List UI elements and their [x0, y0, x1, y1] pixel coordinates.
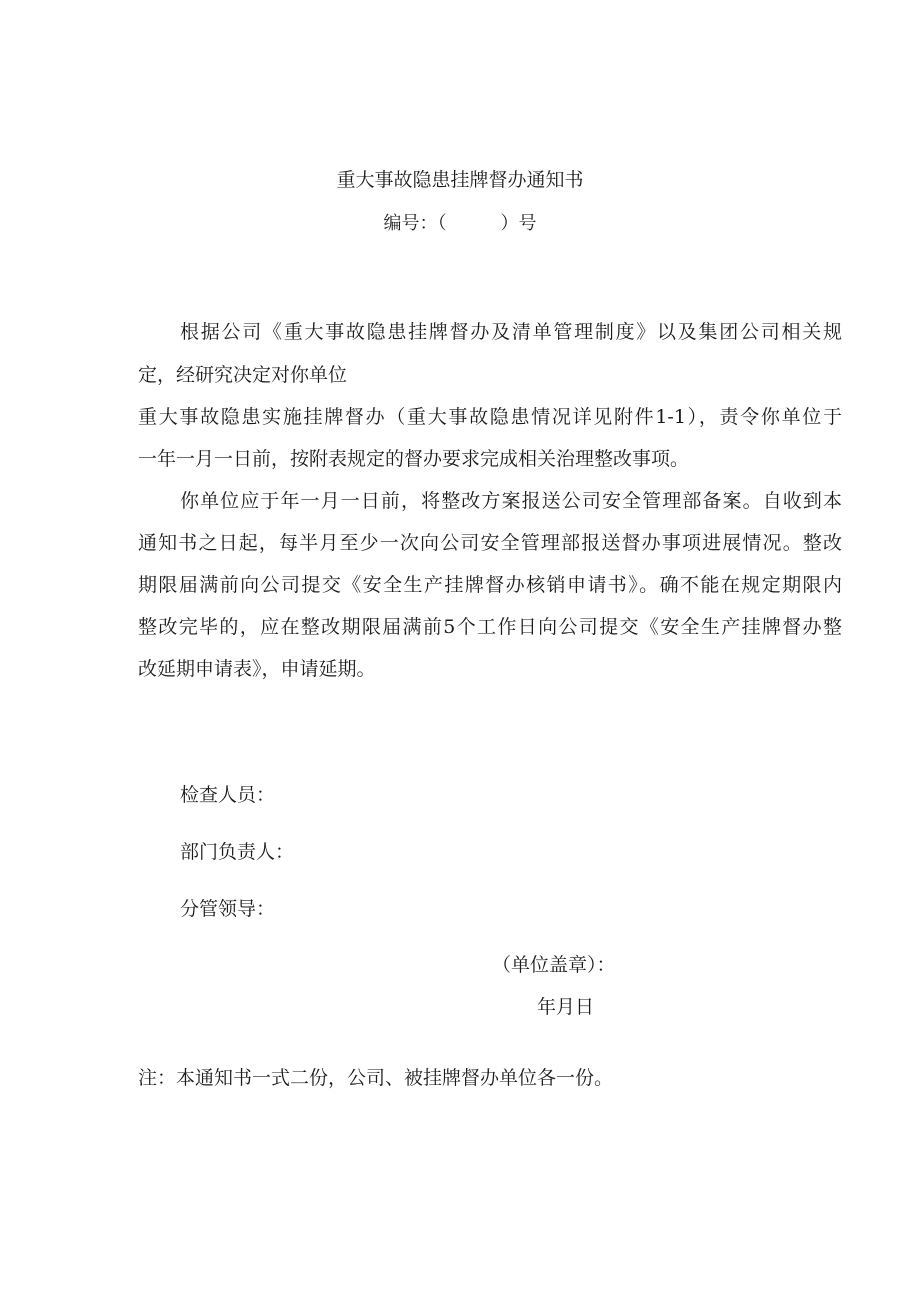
- paragraph2-line2: 通知书之日起，每半月至少一次向公司安全管理部报送督办事项进展情况。整改: [138, 532, 842, 554]
- paragraph1-line2: 定，经研究决定对你单位: [138, 364, 348, 386]
- date-line: 年月日: [537, 996, 595, 1018]
- leader-label: 分管领导：: [180, 898, 276, 920]
- document-title: 重大事故隐患挂牌督办通知书: [336, 169, 584, 191]
- paragraph1-line1: 根据公司《重大事故隐患挂牌督办及清单管理制度》以及集团公司相关规: [180, 321, 842, 343]
- dept-head-label: 部门负责人：: [180, 841, 295, 863]
- paragraph2-line1: 你单位应于年一月一日前，将整改方案报送公司安全管理部备案。自收到本: [180, 490, 842, 512]
- inspector-label: 检查人员：: [180, 784, 276, 806]
- footnote: 注：本通知书一式二份，公司、被挂牌督办单位各一份。: [138, 1067, 614, 1089]
- paragraph1-line4: 一年一月一日前，按附表规定的督办要求完成相关治理整改事项。: [138, 448, 690, 470]
- document-number: 编号：（ ）号: [383, 213, 537, 234]
- unit-seal: （单位盖章）：: [492, 954, 616, 976]
- paragraph2-line3: 期限届满前向公司提交《安全生产挂牌督办核销申请书》。确不能在规定期限内: [138, 574, 842, 596]
- paragraph2-line4: 整改完毕的，应在整改期限届满前5个工作日向公司提交《安全生产挂牌督办整: [138, 616, 842, 638]
- paragraph2-line5: 改延期申请表》，申请延期。: [138, 658, 376, 680]
- paragraph1-line3: 重大事故隐患实施挂牌督办（重大事故隐患情况详见附件1-1），责令你单位于: [138, 406, 842, 428]
